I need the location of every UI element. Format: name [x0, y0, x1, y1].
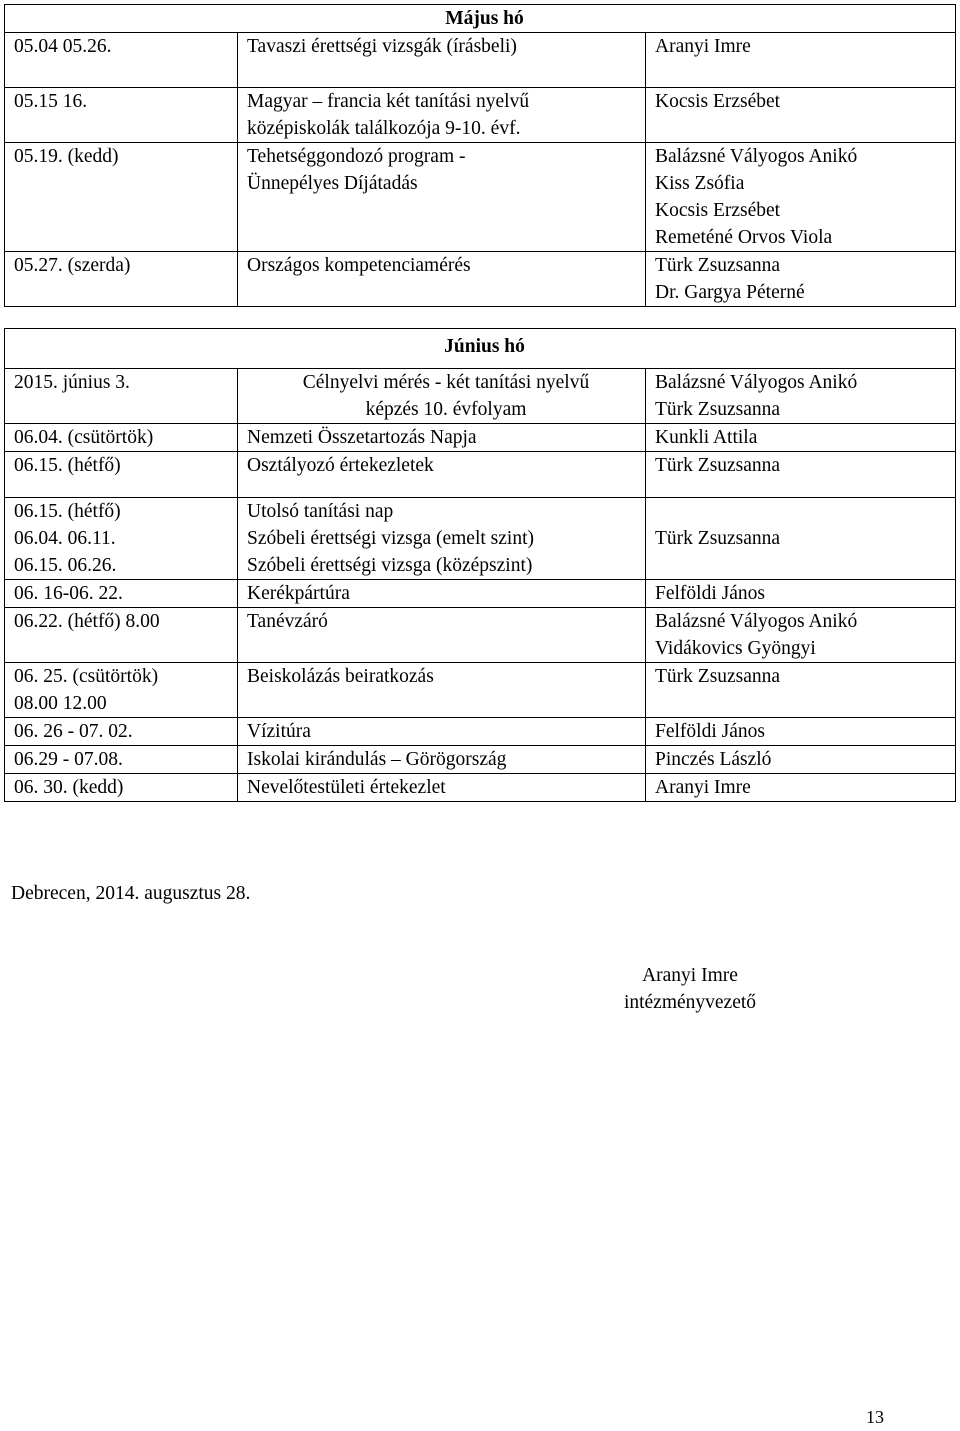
table-row — [5, 452, 956, 498]
table-row — [5, 143, 956, 252]
page-number: 13 — [866, 1407, 884, 1427]
person-text: Balázsné Vályogos Anikó — [655, 372, 858, 393]
may-header-row — [5, 5, 956, 33]
event-cell — [238, 663, 646, 718]
person-text: Felföldi János — [655, 583, 765, 604]
person-text: Dr. Gargya Péterné — [655, 282, 805, 303]
june-schedule-table — [4, 328, 956, 802]
person-cell — [646, 774, 956, 802]
event-cell — [238, 88, 646, 143]
place-and-date: Debrecen, 2014. augusztus 28. — [11, 883, 251, 904]
date-cell — [5, 252, 238, 307]
signer-title: intézményvezető — [623, 992, 757, 1013]
date-text: 05.15 16. — [14, 91, 88, 112]
date-text: 2015. június 3. — [14, 372, 130, 393]
person-text: Aranyi Imre — [655, 36, 751, 57]
date-cell — [5, 452, 238, 498]
date-cell — [5, 774, 238, 802]
person-cell — [646, 718, 956, 746]
date-cell — [5, 498, 238, 580]
date-text: 06.15. 06.26. — [14, 555, 117, 576]
date-cell — [5, 33, 238, 88]
event-text: Szóbeli érettségi vizsga (emelt szint) — [247, 528, 534, 549]
event-text: Tavaszi érettségi vizsgák (írásbeli) — [247, 36, 517, 57]
person-text: Kocsis Erzsébet — [655, 200, 781, 221]
person-text: Kunkli Attila — [655, 427, 758, 448]
june-header-row — [5, 329, 956, 369]
person-text: Balázsné Vályogos Anikó — [655, 146, 858, 167]
table-row — [5, 88, 956, 143]
may-header: Május hó — [5, 5, 956, 33]
date-text: 08.00 12.00 — [14, 693, 107, 714]
event-cell — [238, 608, 646, 663]
person-cell — [646, 143, 956, 252]
date-cell — [5, 580, 238, 608]
table-row — [5, 369, 956, 424]
person-cell — [646, 369, 956, 424]
person-cell — [646, 424, 956, 452]
person-text: Kocsis Erzsébet — [655, 91, 781, 112]
event-text: Utolsó tanítási nap — [247, 501, 394, 522]
date-text: 06. 25. (csütörtök) — [14, 666, 159, 687]
person-text: Pinczés László — [655, 749, 772, 770]
event-cell — [238, 774, 646, 802]
person-cell — [646, 452, 956, 498]
person-text: Aranyi Imre — [655, 777, 751, 798]
event-text: Tanévzáró — [247, 611, 328, 632]
event-text: Tehetséggondozó program - — [247, 146, 466, 167]
date-text: 06.29 - 07.08. — [14, 749, 123, 770]
signer-name: Aranyi Imre — [642, 965, 738, 986]
signature-block — [560, 962, 820, 1016]
event-text: Nevelőtestületi értekezlet — [247, 777, 446, 798]
date-cell — [5, 663, 238, 718]
person-text: Vidákovics Gyöngyi — [655, 638, 816, 659]
event-text: középiskolák találkozója 9-10. évf. — [247, 118, 521, 139]
june-header: Június hó — [5, 329, 956, 369]
date-cell — [5, 424, 238, 452]
table-row — [5, 718, 956, 746]
date-text: 05.27. (szerda) — [14, 255, 131, 276]
person-text — [655, 498, 955, 525]
table-row — [5, 746, 956, 774]
person-text: Türk Zsuzsanna — [655, 666, 781, 687]
event-text: Nemzeti Összetartozás Napja — [247, 427, 477, 448]
date-text: 06. 16-06. 22. — [14, 583, 123, 604]
table-row — [5, 424, 956, 452]
person-cell — [646, 88, 956, 143]
person-cell — [646, 608, 956, 663]
person-cell — [646, 498, 956, 580]
table-row — [5, 608, 956, 663]
date-text: 06.04. 06.11. — [14, 528, 116, 549]
table-row — [5, 663, 956, 718]
table-row — [5, 33, 956, 88]
event-text: Ünnepélyes Díjátadás — [247, 173, 418, 194]
event-text: Osztályozó értekezletek — [247, 455, 434, 476]
event-cell — [238, 718, 646, 746]
event-cell — [238, 252, 646, 307]
date-text: 06.15. (hétfő) — [14, 501, 121, 522]
date-text: 06.04. (csütörtök) — [14, 427, 154, 448]
table-row — [5, 498, 956, 580]
event-cell — [238, 143, 646, 252]
date-text: 06. 30. (kedd) — [14, 777, 124, 798]
table-row — [5, 774, 956, 802]
person-text: Remeténé Orvos Viola — [655, 227, 833, 248]
date-cell — [5, 608, 238, 663]
date-text: 05.04 05.26. — [14, 36, 112, 57]
date-text: 06.15. (hétfő) — [14, 455, 121, 476]
event-text: Iskolai kirándulás – Görögország — [247, 749, 507, 770]
event-cell — [238, 498, 646, 580]
date-cell — [5, 369, 238, 424]
date-cell — [5, 746, 238, 774]
event-cell — [238, 580, 646, 608]
event-text: Szóbeli érettségi vizsga (középszint) — [247, 555, 533, 576]
date-cell — [5, 718, 238, 746]
event-cell — [238, 369, 646, 424]
date-text: 05.19. (kedd) — [14, 146, 119, 167]
date-text: 06. 26 - 07. 02. — [14, 721, 133, 742]
person-text: Türk Zsuzsanna — [655, 399, 781, 420]
event-cell — [238, 424, 646, 452]
person-text: Felföldi János — [655, 721, 765, 742]
event-cell — [238, 33, 646, 88]
event-text: képzés 10. évfolyam — [365, 399, 527, 420]
event-text: Kerékpártúra — [247, 583, 350, 604]
person-text: Türk Zsuzsanna — [655, 455, 781, 476]
event-text: Beiskolázás beiratkozás — [247, 666, 434, 687]
date-cell — [5, 88, 238, 143]
date-text: 06.22. (hétfő) 8.00 — [14, 611, 160, 632]
event-cell — [238, 452, 646, 498]
person-text: Kiss Zsófia — [655, 173, 745, 194]
event-text: Vízitúra — [247, 721, 311, 742]
event-text: Célnyelvi mérés - két tanítási nyelvű — [302, 372, 590, 393]
date-cell — [5, 143, 238, 252]
person-cell — [646, 252, 956, 307]
table-row — [5, 252, 956, 307]
person-cell — [646, 746, 956, 774]
may-schedule-table — [4, 4, 956, 307]
person-cell — [646, 580, 956, 608]
event-text: Magyar – francia két tanítási nyelvű — [247, 91, 530, 112]
event-cell — [238, 746, 646, 774]
person-text: Türk Zsuzsanna — [655, 528, 781, 549]
table-row — [5, 580, 956, 608]
person-cell — [646, 33, 956, 88]
person-text: Türk Zsuzsanna — [655, 255, 781, 276]
person-text: Balázsné Vályogos Anikó — [655, 611, 858, 632]
person-cell — [646, 663, 956, 718]
event-text: Országos kompetenciamérés — [247, 255, 471, 276]
